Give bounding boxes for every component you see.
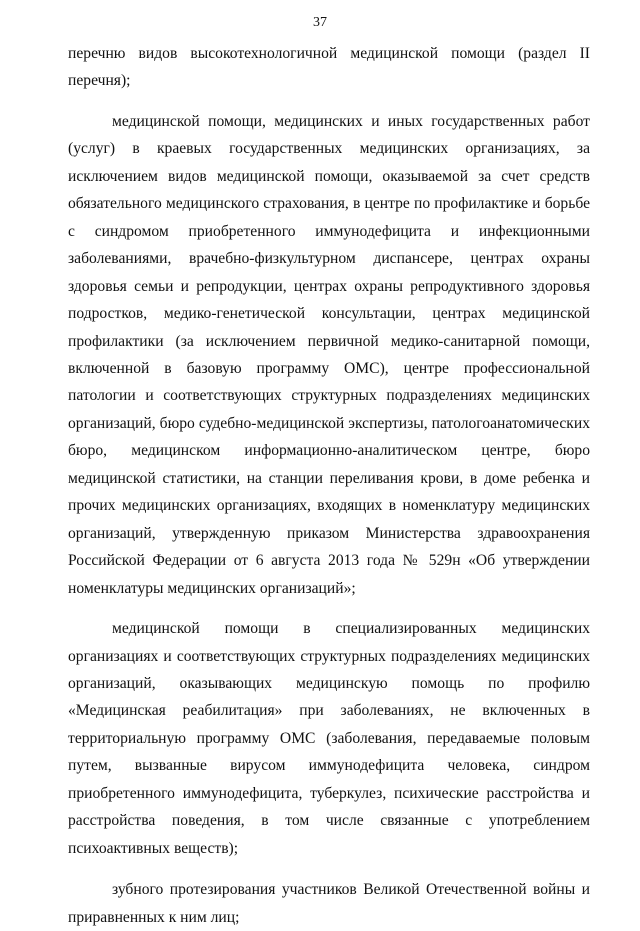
paragraph-rehabilitation: медицинской помощи в специализированных медицинских организациях и соответствующих структурных подразделениях медицинских организаций, оказывающих медицинскую помощь по профилю «Медицинская реабилитация» при заболеваниях, не включенных в территориальную программу ОМС (заболевания, передаваемые половым путем, вызванные вирусом иммунодефицита человека, синдром приобретенного иммунодефицита, туберкулез, психические расстройства и расстройства поведения, в том числе связанные с употреблением психоактивных веществ); — [68, 620, 590, 857]
document-body — [68, 40, 590, 931]
paragraph-dental-prosthetics: зубного протезирования участников Великой Отечественной войны и приравненных к ним лиц; — [68, 881, 590, 926]
page-number: 37 — [313, 15, 327, 30]
paragraph-regional-organizations: медицинской помощи, медицинских и иных государственных работ (услуг) в краевых государственных медицинских организациях, за исключением видов медицинской помощи, оказываемой за счет средств обязательного медицинского страхования, в центре по профилактике и борьбе с синдромом приобретенного иммунодефицита и инфекционными заболеваниями, врачебно-физкультурном диспансере, центрах охраны здоровья семьи и репродукции, центрах охраны репродуктивного здоровья подростков, медико-генетической консультации, центрах медицинской профилактики (за исключением первичной медико-санитарной помощи, включенной в базовую программу ОМС), центре профессиональной патологии и соответствующих структурных подразделениях медицинских организаций, бюро судебно-медицинской экспертизы, патологоанатомических бюро, медицинском информационно-аналитическом центре, бюро медицинской статистики, на станции переливания крови, в доме ребенка и прочих медицинских организациях, входящих в номенклатуру медицинских организаций, утвержденную приказом Министерства здравоохранения Российской Федерации от 6 августа 2013 года № 529н «Об утверждении номенклатуры медицинских организаций»; — [68, 112, 590, 597]
paragraph-continuation: перечню видов высокотехнологичной медицинской помощи (раздел II перечня); — [68, 45, 590, 90]
